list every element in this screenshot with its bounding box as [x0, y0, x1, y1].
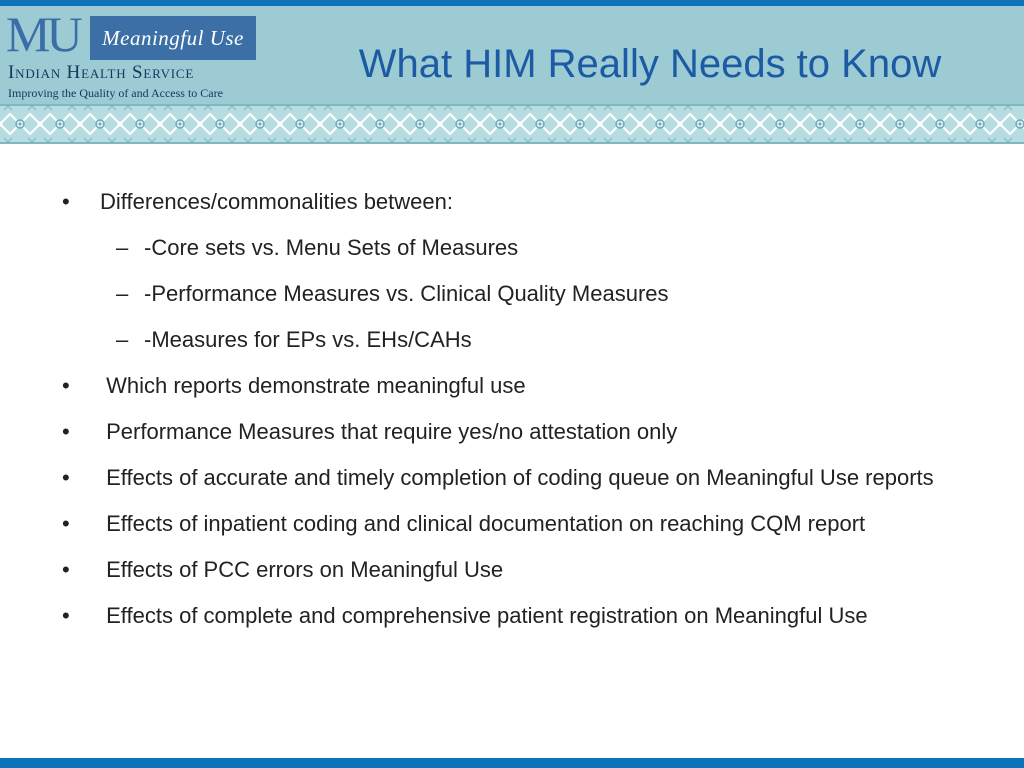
sub-bullet-marker: –	[116, 281, 129, 306]
bullet-text: Performance Measures that require yes/no attestation only	[100, 419, 678, 444]
bullet-marker: •	[62, 419, 70, 444]
bullet-item	[60, 462, 960, 493]
bullet-text: Effects of PCC errors on Meaningful Use	[100, 557, 504, 582]
logo-tagline: Improving the Quality of and Access to Care	[8, 86, 223, 100]
bullet-item	[60, 416, 960, 447]
bullet-marker: •	[62, 603, 70, 628]
logo-organization: Indian Health Service	[8, 62, 195, 83]
bullet-marker: •	[62, 557, 70, 582]
sub-bullet-text: -Core sets vs. Menu Sets of Measures	[144, 235, 519, 260]
sub-bullet-item	[60, 278, 960, 309]
bullet-text: Differences/commonalities between:	[100, 189, 453, 214]
sub-bullet-item	[60, 324, 960, 355]
logo-program-name: Meaningful Use	[90, 16, 256, 60]
bullet-marker: •	[62, 511, 70, 536]
sub-bullet-marker: –	[116, 327, 129, 352]
bullet-item	[60, 554, 960, 585]
sub-bullet-text: -Performance Measures vs. Clinical Quality Measures	[144, 281, 669, 306]
bullet-item	[60, 600, 960, 631]
bullet-text: Effects of complete and comprehensive patient registration on Meaningful Use	[100, 603, 868, 628]
sub-bullet-item	[60, 232, 960, 263]
bottom-rule	[0, 758, 1024, 768]
bullet-text: Which reports demonstrate meaningful use	[100, 373, 526, 398]
sub-bullet-marker: –	[116, 235, 129, 260]
bullet-text: Effects of accurate and timely completion of coding queue on Meaningful Use reports	[100, 465, 934, 490]
sub-bullet-text: -Measures for EPs vs. EHs/CAHs	[144, 327, 472, 352]
slide-header	[0, 6, 1024, 104]
bullet-marker: •	[62, 189, 70, 214]
bullet-marker: •	[62, 373, 70, 398]
bullet-marker: •	[62, 465, 70, 490]
meaningful-use-logo	[6, 6, 260, 104]
bullet-item	[60, 186, 960, 217]
bullet-item	[60, 508, 960, 539]
bullet-text: Effects of inpatient coding and clinical documentation on reaching CQM report	[100, 511, 866, 536]
bullet-item	[60, 370, 960, 401]
logo-mu: MU	[6, 6, 79, 62]
decorative-pattern-band	[0, 104, 1024, 144]
slide-body	[60, 186, 960, 646]
slide-title: What HIM Really Needs to Know	[358, 42, 942, 86]
